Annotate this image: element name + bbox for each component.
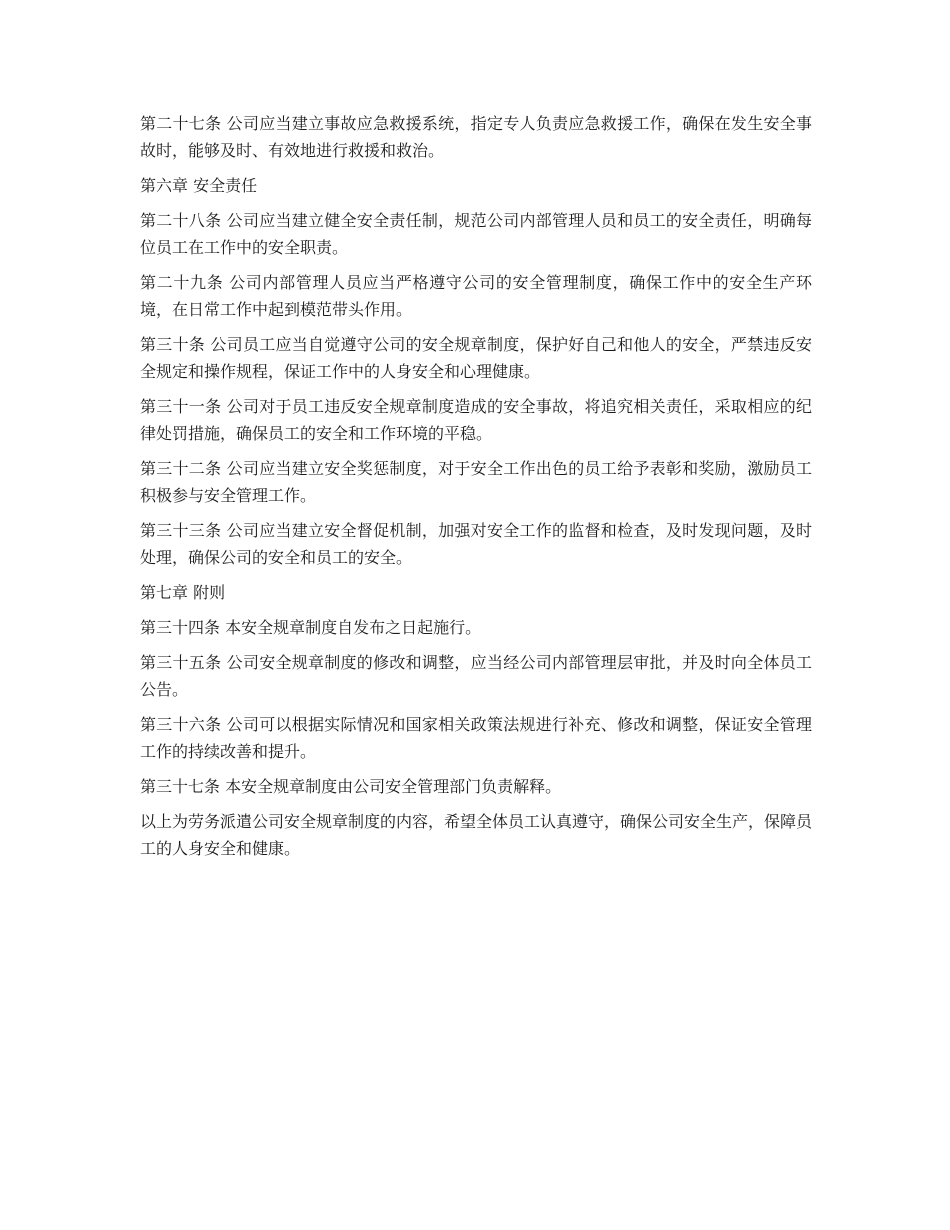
article-34: 第三十四条 本安全规章制度自发布之日起施行。 bbox=[140, 618, 482, 637]
chapter-7-heading: 第七章 附则 bbox=[140, 583, 226, 602]
article-28: 第二十八条 公司应当建立健全安全责任制，规范公司内部管理人员和员工的安全责任，明确每位员工在工作中的安全职责。 bbox=[140, 211, 812, 257]
article-31: 第三十一条 公司对于员工违反安全规章制度造成的安全事故，将追究相关责任，采取相应的纪律处罚措施，确保员工的安全和工作环境的平稳。 bbox=[140, 397, 812, 443]
article-36: 第三十六条 公司可以根据实际情况和国家相关政策法规进行补充、修改和调整，保证安全管理工作的持续改善和提升。 bbox=[140, 715, 812, 761]
closing-paragraph: 以上为劳务派遣公司安全规章制度的内容，希望全体员工认真遵守，确保公司安全生产，保障员工的人身安全和健康。 bbox=[140, 812, 813, 858]
article-33: 第三十三条 公司应当建立安全督促机制，加强对安全工作的监督和检查，及时发现问题，及时处理，确保公司的安全和员工的安全。 bbox=[140, 521, 812, 567]
article-37: 第三十七条 本安全规章制度由公司安全管理部门负责解释。 bbox=[140, 777, 562, 796]
article-32: 第三十二条 公司应当建立安全奖惩制度，对于安全工作出色的员工给予表彰和奖励，激励员工积极参与安全管理工作。 bbox=[140, 459, 812, 505]
article-30: 第三十条 公司员工应当自觉遵守公司的安全规章制度，保护好自己和他人的安全，严禁违反安全规定和操作规程，保证工作中的人身安全和心理健康。 bbox=[140, 335, 812, 381]
article-27: 第二十七条 公司应当建立事故应急救援系统，指定专人负责应急救援工作，确保在发生安全事故时，能够及时、有效地进行救援和救治。 bbox=[140, 114, 812, 160]
article-35: 第三十五条 公司安全规章制度的修改和调整，应当经公司内部管理层审批，并及时向全体员工公告。 bbox=[140, 653, 812, 699]
document-body bbox=[140, 110, 812, 870]
chapter-6-heading: 第六章 安全责任 bbox=[140, 176, 258, 195]
article-29: 第二十九条 公司内部管理人员应当严格遵守公司的安全管理制度，确保工作中的安全生产环境，在日常工作中起到模范带头作用。 bbox=[140, 273, 812, 319]
